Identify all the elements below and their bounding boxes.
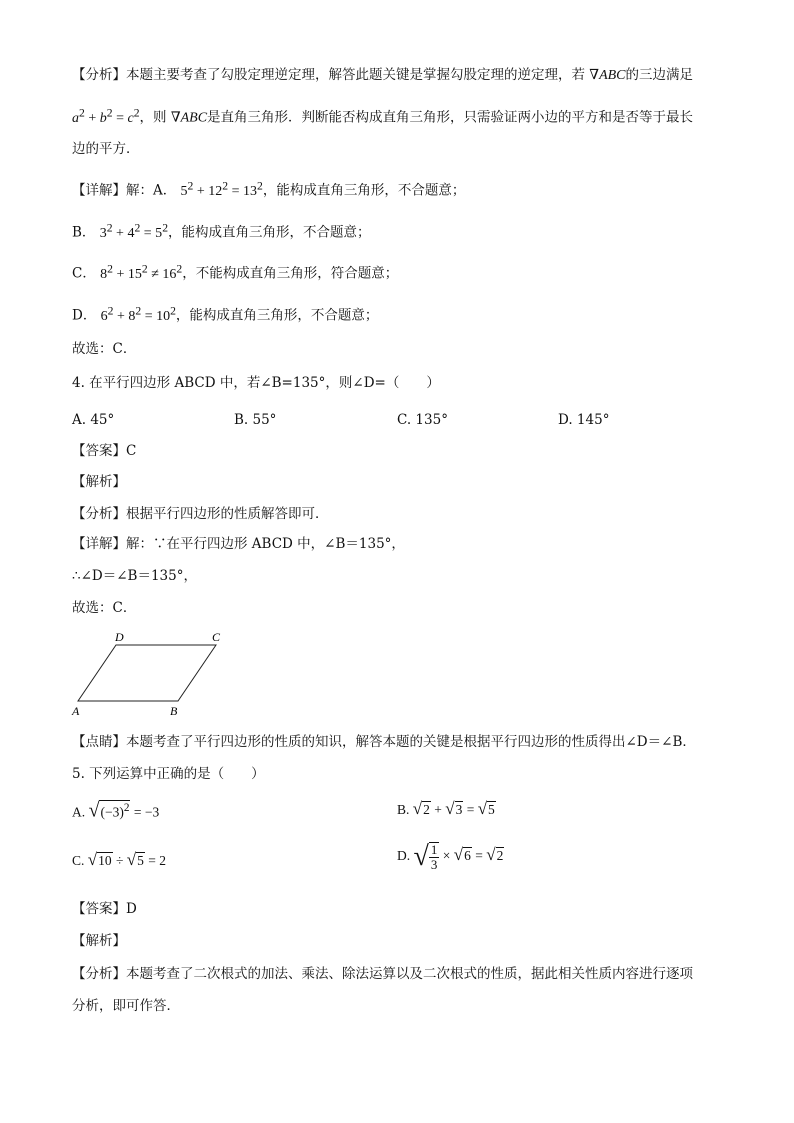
q4-stem: 4. 在平行四边形 ABCD 中，若∠B=135°，则∠D=（ ） — [72, 375, 440, 391]
q5-option-a: A. $√(-3)^2 = -3$ — [72, 799, 160, 822]
q5-analysis-1: 【分析】本题考查了二次根式的加法、乘法、除法运算以及二次根式的性质，据此相关性质内容进行逐项 — [72, 966, 693, 982]
q3-analysis-line3: 边的平方． — [72, 141, 140, 157]
q3-detail-c: C． $8^2 + 15^2 \ne 16^2$，不能构成直角三角形，符合题意； — [72, 262, 399, 282]
q3-analysis-text-1b: 的三边满足 — [625, 67, 694, 83]
q4-option-a: A. 45° — [72, 412, 115, 428]
answer-value: D — [126, 901, 137, 917]
q4-option-d: D. 145° — [558, 412, 610, 428]
q4-choose: 故选：C． — [72, 600, 137, 616]
expr-b: $3^2 + 4^2 = 5^2$ — [99, 221, 169, 241]
triangle-symbol: ∇ABC — [170, 110, 208, 126]
q4-explain-tag: 【解析】 — [72, 474, 126, 490]
answer-tag: 【答案】 — [72, 443, 126, 459]
detail-tag: 【详解】 — [72, 182, 126, 199]
q3-analysis-text-2a: ，则 — [139, 109, 167, 126]
q3-analysis-text-1: 本题主要考查了勾股定理逆定理，解答此题关键是掌握勾股定理的逆定理，若 — [126, 67, 585, 83]
q4-option-c: C. 135° — [397, 412, 448, 428]
q5-option-b: B. √2 + √3 = √5 — [397, 799, 495, 818]
analysis-tag: 【分析】 — [72, 966, 126, 982]
label-a: A — [72, 704, 80, 718]
parallelogram-figure — [66, 628, 236, 720]
q3-choose: 故选：C． — [72, 341, 137, 357]
q5-stem: 5. 下列运算中正确的是（ ） — [72, 766, 265, 782]
pythagorean-equation: $a^2 + b^2 = c^2$ — [72, 106, 140, 126]
q5-option-c: C. √10 ÷ √5 = 2 — [72, 850, 166, 869]
q5-analysis-2: 分析，即可作答． — [72, 998, 180, 1014]
label-b: B — [170, 704, 178, 718]
analysis-tag: 【分析】 — [72, 67, 126, 83]
q3-analysis-line1 — [72, 66, 693, 85]
parallelogram-shape — [78, 645, 216, 701]
q3-analysis-text-2b: 是直角三角形．判断能否构成直角三角形，只需验证两小边的平方和是否等于最长 — [207, 109, 694, 126]
expr-d: $6^2 + 8^2 = 10^2$ — [100, 304, 176, 324]
q3-detail-a: 【详解】解：A． $5^2 + 12^2 = 13^2$，能构成直角三角形，不合题意； — [72, 179, 466, 199]
q4-detail-2: ∴∠D＝∠B＝135°， — [72, 568, 197, 584]
comment-tag: 【点睛】 — [72, 734, 126, 750]
expr-c: $8^2 + 15^2 \ne 16^2$ — [100, 262, 183, 282]
q5-option-d: D. √ $\frac{1}{3}$ × √6 = √2 — [397, 841, 504, 872]
q4-comment: 【点睛】本题考查了平行四边形的性质的知识，解答本题的关键是根据平行四边形的性质得出∠D＝∠B． — [72, 734, 696, 750]
answer-tag: 【答案】 — [72, 901, 126, 917]
q4-detail-1: 【详解】解：∵在平行四边形 ABCD 中，∠B＝135°， — [72, 536, 405, 552]
q3-detail-d: D． $6^2 + 8^2 = 10^2$，能构成直角三角形，不合题意； — [72, 304, 379, 324]
triangle-symbol: ∇ABC — [589, 68, 626, 83]
label-d: D — [115, 630, 124, 644]
q4-answer — [72, 442, 136, 460]
q5-explain-tag: 【解析】 — [72, 933, 126, 949]
answer-value: C — [126, 443, 137, 459]
analysis-tag: 【分析】 — [72, 506, 126, 522]
q3-analysis-line2 — [72, 104, 693, 128]
q3-detail-b: B． $3^2 + 4^2 = 5^2$，能构成直角三角形，不合题意； — [72, 221, 371, 241]
q4-analysis: 【分析】根据平行四边形的性质解答即可． — [72, 506, 329, 522]
q5-answer — [72, 900, 137, 918]
expr-a: $5^2 + 12^2 = 13^2$ — [180, 179, 263, 199]
q4-option-b: B. 55° — [234, 412, 277, 428]
label-c: C — [212, 630, 221, 644]
detail-tag: 【详解】 — [72, 536, 126, 552]
